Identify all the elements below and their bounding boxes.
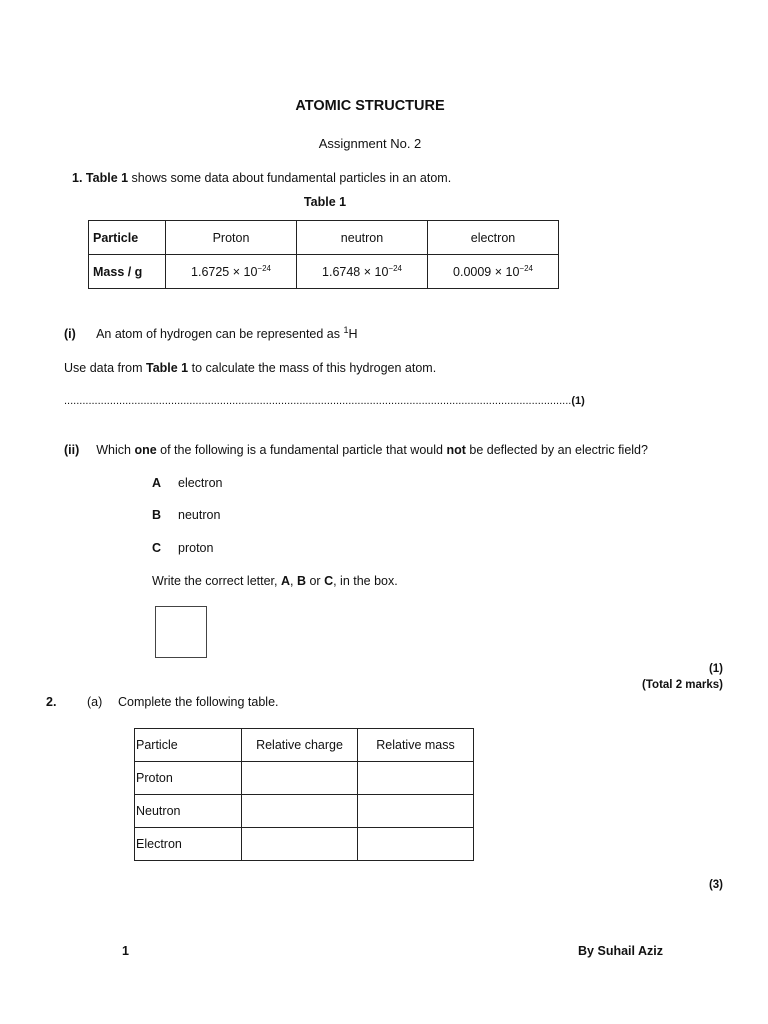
part-i-label: (i) xyxy=(64,327,76,342)
answer-cell[interactable] xyxy=(242,828,358,861)
table-cell: neutron xyxy=(297,221,428,255)
instruction-text: or xyxy=(306,574,325,588)
question-bold: not xyxy=(446,443,466,457)
table-row xyxy=(89,255,559,289)
instruction-bold: C xyxy=(324,574,334,588)
page-number: 1 xyxy=(122,944,129,958)
mass-value: 1.6748 × 10 xyxy=(322,265,389,280)
table-cell: Particle xyxy=(135,729,242,762)
option-a xyxy=(152,476,222,490)
table1-caption: Table 1 xyxy=(303,195,347,209)
instruction-bold: Table 1 xyxy=(145,361,189,375)
q1-part-i xyxy=(64,325,358,341)
table-1 xyxy=(88,220,559,289)
instruction-text: to calculate the mass of this hydrogen atom. xyxy=(188,361,437,375)
table-cell: Particle xyxy=(89,221,166,255)
table-cell: Electron xyxy=(135,828,242,861)
total-marks: (Total 2 marks) xyxy=(642,679,723,691)
q2-part-a: (a) xyxy=(87,695,103,709)
option-text: proton xyxy=(178,541,214,555)
mass-exponent: −24 xyxy=(257,263,271,273)
option-letter: B xyxy=(152,508,162,522)
instruction-bold: A xyxy=(280,574,291,588)
table-cell: Proton xyxy=(166,221,297,255)
q1-intro-text: shows some data about fundamental particles in an atom. xyxy=(128,171,452,185)
q2-text: Complete the following table. xyxy=(118,695,279,709)
option-text: neutron xyxy=(178,508,221,522)
marks: (1) xyxy=(571,395,585,407)
assignment-number: Assignment No. 2 xyxy=(318,136,422,151)
table-cell: Proton xyxy=(135,762,242,795)
table-2 xyxy=(134,728,474,861)
mass-value: 1.6725 × 10 xyxy=(191,265,258,280)
instruction-bold: B xyxy=(296,574,306,588)
mass-exponent: −24 xyxy=(519,263,533,273)
instruction-text: , in the box. xyxy=(333,574,398,588)
answer-cell[interactable] xyxy=(242,795,358,828)
q1-intro xyxy=(72,171,451,185)
part-i-instruction xyxy=(64,361,436,375)
table-cell: Relative charge xyxy=(242,729,358,762)
write-instruction xyxy=(152,574,398,588)
table-row xyxy=(89,221,559,255)
question-text: be deflected by an electric field? xyxy=(465,443,648,457)
part-i-text: An atom of hydrogen can be represented as xyxy=(96,327,344,342)
table-row xyxy=(135,762,474,795)
option-letter: C xyxy=(152,541,162,555)
option-b xyxy=(152,508,220,522)
mass-exponent: −24 xyxy=(388,263,402,273)
instruction-text: Write the correct letter, xyxy=(152,574,281,588)
answer-cell[interactable] xyxy=(358,795,474,828)
question-text: of the following is a fundamental particle that would xyxy=(156,443,447,457)
table-cell: Mass / g xyxy=(89,255,166,289)
table-cell: Neutron xyxy=(135,795,242,828)
answer-line[interactable] xyxy=(64,395,585,407)
part-ii-label: (ii) xyxy=(64,443,80,457)
hydrogen-symbol: H xyxy=(348,327,358,342)
table-cell: electron xyxy=(428,221,559,255)
answer-cell[interactable] xyxy=(358,828,474,861)
instruction-text: Use data from xyxy=(64,361,146,375)
question-text: Which xyxy=(96,443,135,457)
page-title: ATOMIC STRUCTURE xyxy=(295,98,445,114)
table-row xyxy=(135,729,474,762)
option-text: electron xyxy=(178,476,223,490)
instruction-text: , xyxy=(290,574,297,588)
option-c xyxy=(152,541,213,555)
answer-cell[interactable] xyxy=(242,762,358,795)
table-cell xyxy=(297,255,428,289)
table-cell: Relative mass xyxy=(358,729,474,762)
answer-cell[interactable] xyxy=(358,762,474,795)
mass-value: 0.0009 × 10 xyxy=(453,265,520,280)
q1-intro-bold: Table 1 xyxy=(85,171,129,185)
q2-number: 2. xyxy=(46,695,57,709)
q1-part-ii xyxy=(64,443,648,457)
hydrogen-mass-number: 1 xyxy=(343,325,349,335)
q1-number: 1. xyxy=(72,171,83,185)
table-row xyxy=(135,795,474,828)
marks: (1) xyxy=(708,663,723,675)
table-row xyxy=(135,828,474,861)
marks: (3) xyxy=(708,879,723,891)
question-bold: one xyxy=(134,443,157,457)
table-cell xyxy=(428,255,559,289)
table-cell xyxy=(166,255,297,289)
option-letter: A xyxy=(152,476,162,490)
author: By Suhail Aziz xyxy=(578,944,663,958)
answer-dots: ...................................................................................................................................................................... xyxy=(64,395,572,407)
answer-box[interactable] xyxy=(155,606,207,658)
